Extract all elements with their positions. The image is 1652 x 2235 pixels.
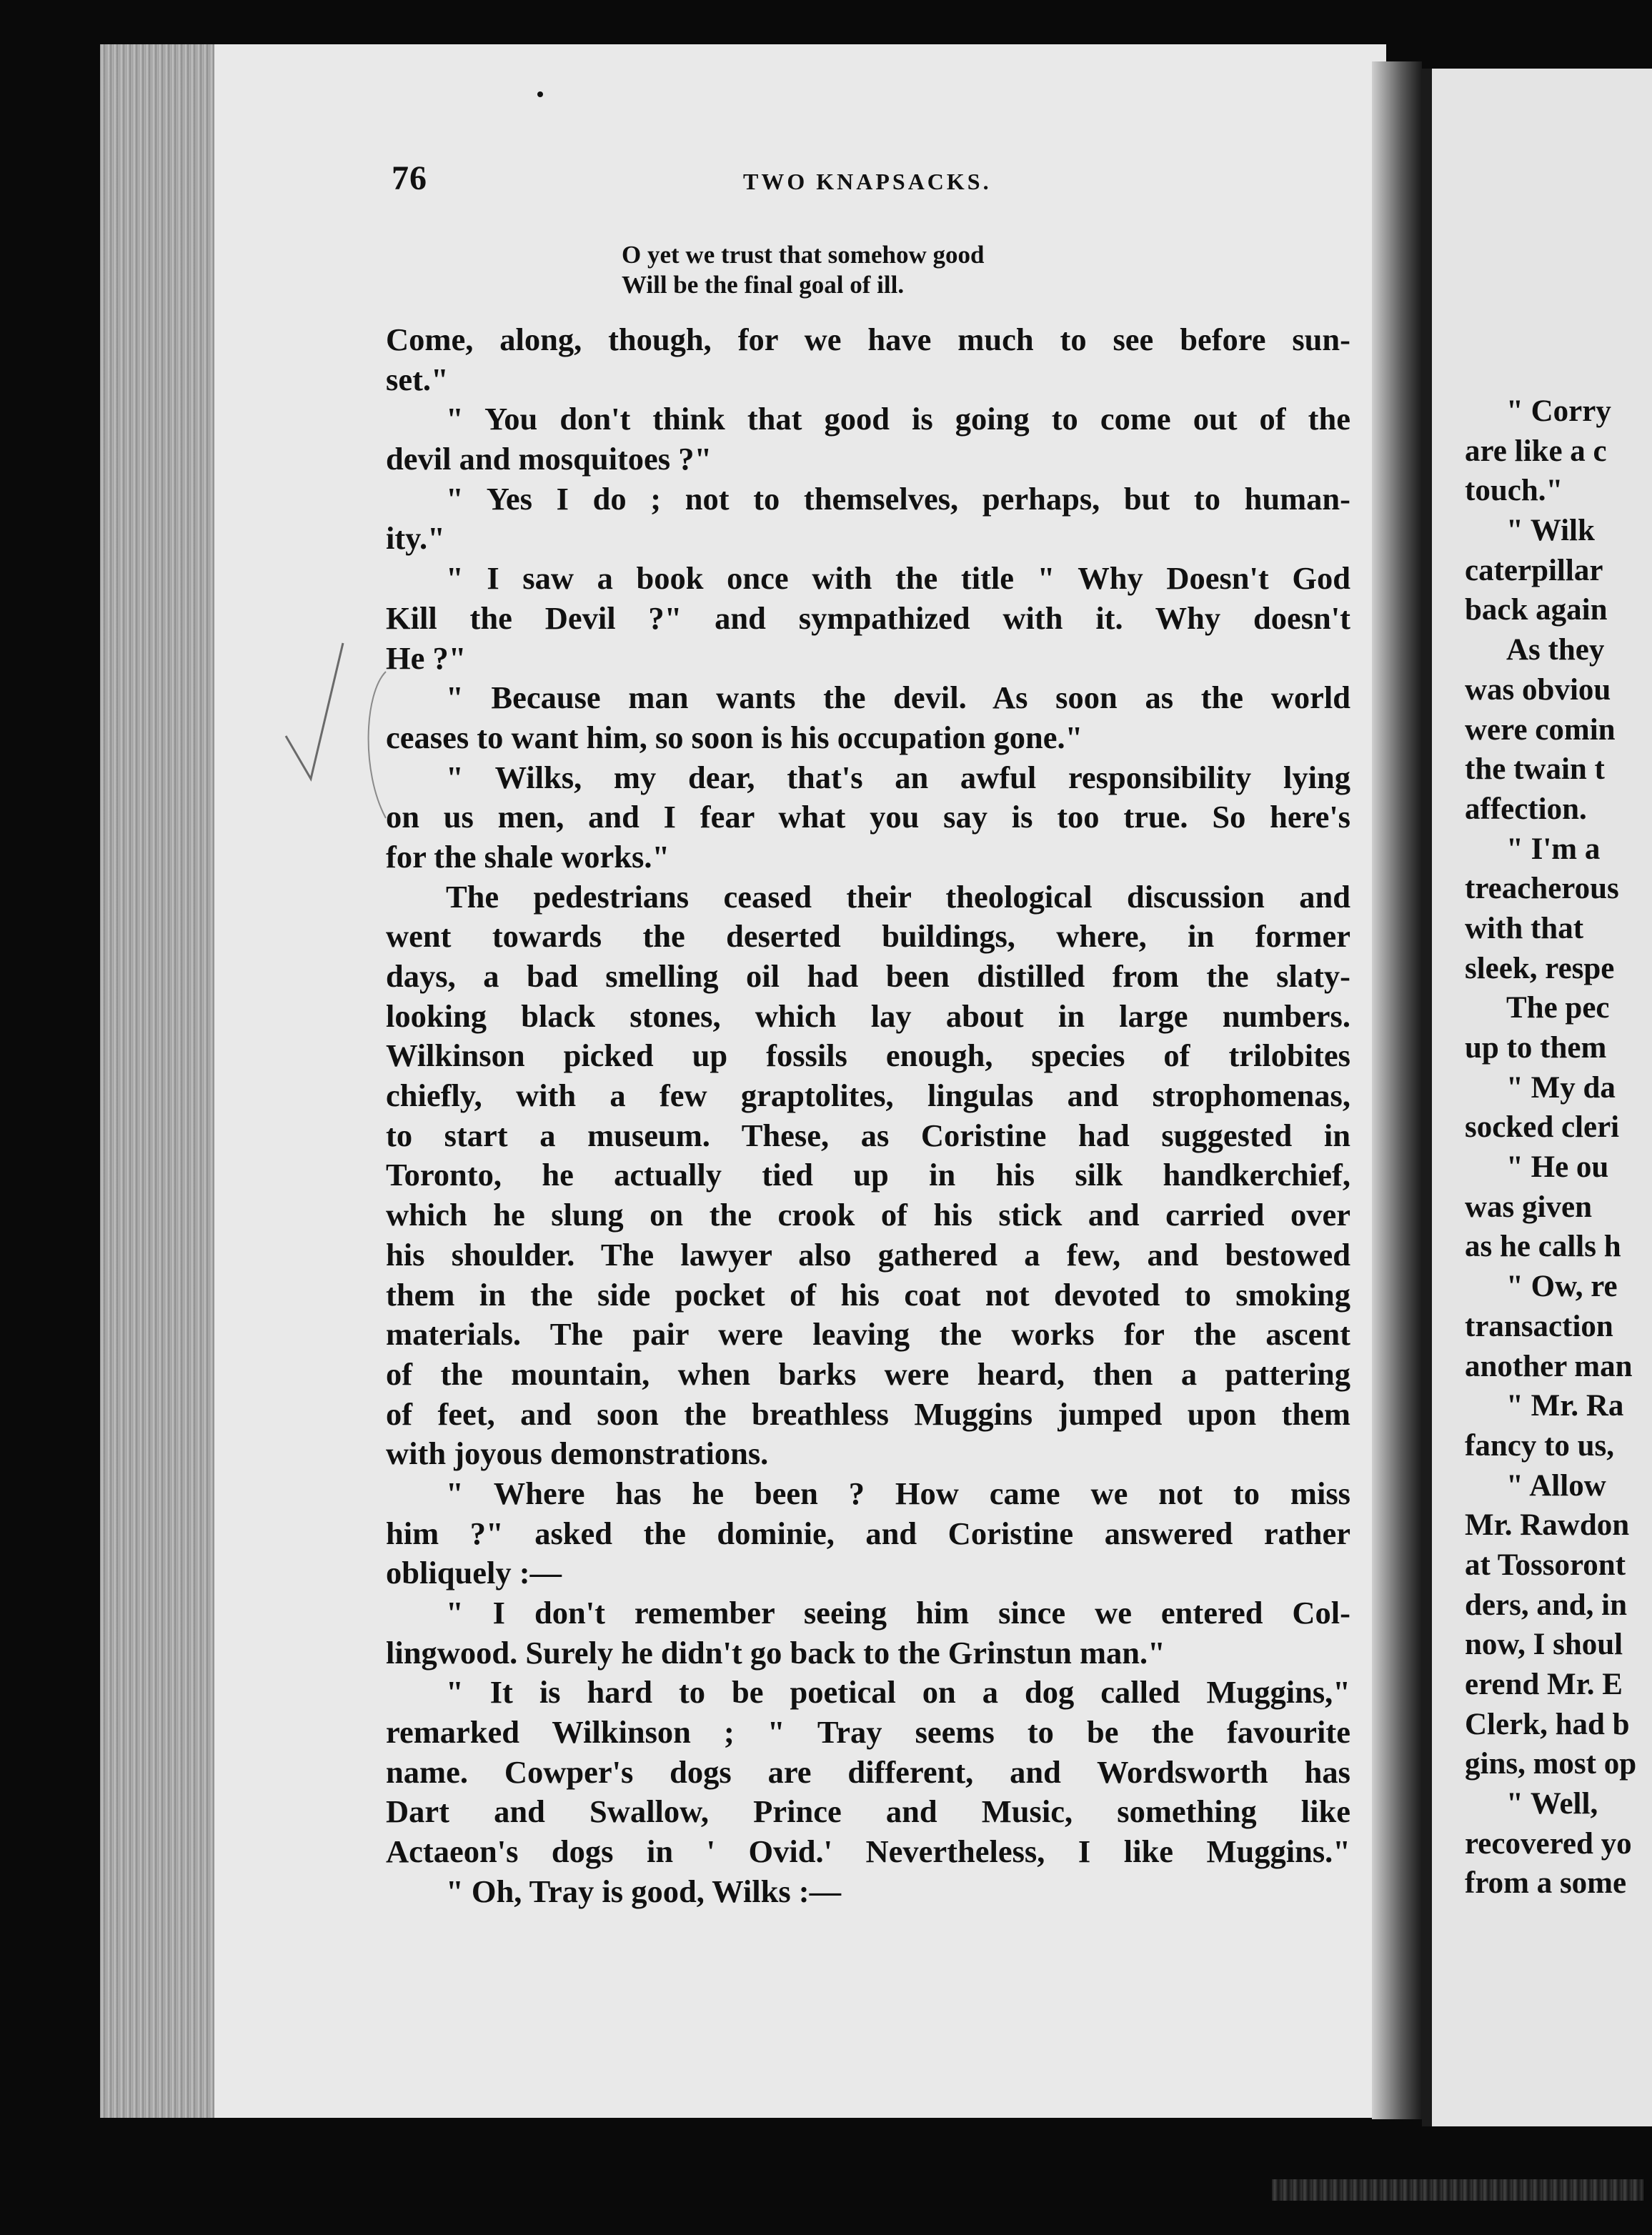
text-line: of feet, and soon the breathless Muggins jumped upon them xyxy=(386,1395,1350,1432)
text-line: " I don't remember seeing him since we entered Col- xyxy=(446,1595,1350,1631)
text-line: " Where has he been ? How came we not to miss xyxy=(446,1475,1350,1511)
right-text-line: " Mr. Ra xyxy=(1506,1389,1624,1423)
text-line: to start a museum. These, as Coristine had suggested in xyxy=(386,1117,1350,1153)
text-line: days, a bad smelling oil had been distilled from the slaty- xyxy=(386,958,1350,994)
right-text-line: Clerk, had b xyxy=(1465,1707,1630,1741)
body-text xyxy=(386,320,1350,1912)
text-line: name. Cowper's dogs are different, and Wordsworth has xyxy=(386,1753,1350,1790)
right-text-line: sleek, respe xyxy=(1465,951,1615,985)
text-line: ceases to want him, so soon is his occupation gone." xyxy=(386,719,1083,755)
right-text-line: from a some xyxy=(1465,1866,1627,1901)
text-line: Wilkinson picked up fossils enough, species of trilobites xyxy=(386,1037,1350,1074)
text-line: went towards the deserted buildings, where, in former xyxy=(386,918,1350,955)
right-text-line: with that xyxy=(1465,911,1584,945)
right-text-line: " Ow, re xyxy=(1506,1270,1618,1304)
right-text-line: " Wilk xyxy=(1506,514,1595,548)
right-text-line: affection. xyxy=(1465,792,1587,826)
text-line: obliquely :— xyxy=(386,1555,562,1591)
right-text-line: socked cleri xyxy=(1465,1110,1620,1145)
text-line: " Yes I do ; not to themselves, perhaps, but to human- xyxy=(446,480,1350,517)
text-line: Actaeon's dogs in ' Ovid.' Nevertheless, I like Muggins." xyxy=(386,1833,1350,1870)
right-text-line: were comin xyxy=(1465,712,1616,747)
text-line: Kill the Devil ?" and sympathized with it. Why doesn't xyxy=(386,599,1350,636)
right-text-line: " My da xyxy=(1506,1070,1616,1105)
right-text-line: Mr. Rawdon xyxy=(1465,1508,1630,1543)
right-text-line: as he calls h xyxy=(1465,1230,1621,1264)
verse-quote xyxy=(622,240,984,300)
right-text-line: another man xyxy=(1465,1349,1633,1383)
right-text-line: the twain t xyxy=(1465,752,1605,787)
right-text-line: The pec xyxy=(1506,991,1610,1025)
text-line: The pedestrians ceased their theological discussion and xyxy=(446,878,1350,915)
text-line: chiefly, with a few graptolites, lingulas and strophomenas, xyxy=(386,1077,1350,1114)
text-line: materials. The pair were leaving the works for the ascent xyxy=(386,1316,1350,1353)
running-head: TWO KNAPSACKS. xyxy=(743,169,992,194)
right-text-line: now, I shoul xyxy=(1465,1628,1623,1662)
page-number: 76 xyxy=(392,159,427,197)
right-text-line: touch." xyxy=(1465,474,1563,508)
verse-line: O yet we trust that somehow good xyxy=(622,241,985,269)
right-text-line: gins, most op xyxy=(1465,1747,1637,1781)
text-line: Come, along, though, for we have much to see before sun- xyxy=(386,322,1350,357)
text-line: on us men, and I fear what you say is too true. So here's xyxy=(386,799,1350,835)
text-line: " Wilks, my dear, that's an awful responsibility lying xyxy=(446,759,1350,795)
right-text-line: fancy to us, xyxy=(1465,1428,1615,1463)
page-edge-stack xyxy=(100,44,222,2118)
right-text-line: transaction xyxy=(1465,1309,1613,1343)
right-text-line: was given xyxy=(1465,1190,1592,1224)
spine-shadow xyxy=(1372,61,1422,2119)
right-text-line: " I'm a xyxy=(1506,832,1601,866)
right-text-line: at Tossoront xyxy=(1465,1548,1626,1582)
pencil-checkmark-annotation xyxy=(279,629,400,822)
text-line: him ?" asked the dominie, and Coristine answered rather xyxy=(386,1515,1350,1551)
text-line: them in the side pocket of his coat not devoted to smoking xyxy=(386,1276,1350,1313)
right-text-line: up to them xyxy=(1465,1031,1607,1065)
right-page-text xyxy=(1465,392,1636,1903)
text-line: for the shale works." xyxy=(386,838,670,875)
text-line: " It is hard to be poetical on a dog called Muggins," xyxy=(446,1674,1350,1711)
verse-line: Will be the final goal of ill. xyxy=(622,271,905,299)
text-line: his shoulder. The lawyer also gathered a few, and bestowed xyxy=(386,1236,1350,1273)
right-text-line: caterpillar xyxy=(1465,553,1603,587)
text-line: set." xyxy=(386,361,449,397)
text-line: looking black stones, which lay about in large numbers. xyxy=(386,997,1350,1034)
text-line: lingwood. Surely he didn't go back to the Grinstun man." xyxy=(386,1634,1165,1671)
right-text-line: back again xyxy=(1465,593,1608,627)
text-line: " I saw a book once with the title " Why Doesn't God xyxy=(446,560,1350,597)
right-text-line: are like a c xyxy=(1465,434,1607,468)
text-line: ity." xyxy=(386,520,445,557)
text-line: with joyous demonstrations. xyxy=(386,1435,769,1472)
text-line: which he slung on the crook of his stick and carried over xyxy=(386,1197,1350,1233)
right-text-line: erend Mr. E xyxy=(1465,1668,1623,1701)
scan-edge-noise xyxy=(1272,2179,1643,2201)
right-text-line: recovered yo xyxy=(1465,1826,1632,1861)
text-line: " Because man wants the devil. As soon as the world xyxy=(446,680,1350,716)
right-text-line: " Corry xyxy=(1506,394,1611,428)
text-line: devil and mosquitoes ?" xyxy=(386,441,712,477)
text-line: Dart and Swallow, Prince and Music, something like xyxy=(386,1793,1350,1830)
ink-speck xyxy=(537,91,543,97)
right-text-line: treacherous xyxy=(1465,872,1619,906)
right-text-line: was obviou xyxy=(1465,672,1611,707)
text-line: of the mountain, when barks were heard, then a pattering xyxy=(386,1355,1350,1392)
text-line: Toronto, he actually tied up in his silk handkerchief, xyxy=(386,1157,1350,1193)
text-line: " You don't think that good is going to come out of the xyxy=(446,401,1350,437)
right-text-line: " Allow xyxy=(1506,1468,1606,1503)
text-line: He ?" xyxy=(386,639,467,676)
right-text-line: " Well, xyxy=(1506,1787,1598,1821)
right-text-line: As they xyxy=(1506,633,1605,667)
right-text-line: " He ou xyxy=(1506,1150,1609,1185)
text-line: remarked Wilkinson ; " Tray seems to be the favourite xyxy=(386,1714,1350,1751)
text-line: " Oh, Tray is good, Wilks :— xyxy=(446,1873,842,1909)
right-text-line: ders, and, in xyxy=(1465,1588,1628,1622)
